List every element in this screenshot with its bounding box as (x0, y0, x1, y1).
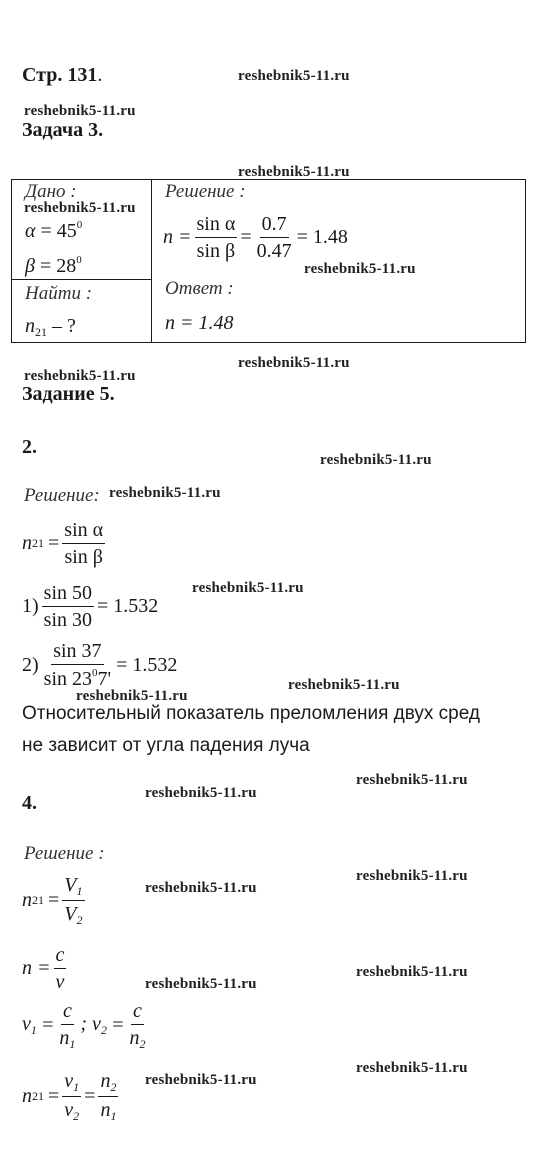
fraction-den: sin 30 (43, 609, 93, 631)
fraction-den (42, 665, 113, 690)
f2-lhs: n = (22, 957, 51, 979)
f3-v1 (22, 1013, 37, 1038)
fraction-den (62, 901, 84, 927)
case1-fraction (42, 582, 94, 631)
watermark: reshebnik5-11.ru (238, 355, 350, 371)
fraction-den: v (55, 971, 65, 993)
den-part-b: 7' (97, 668, 112, 690)
fraction-sin-ratio (195, 213, 238, 262)
n21-sub: 21 (32, 536, 44, 550)
solution4-label: Решение : (24, 843, 105, 864)
n21-eq: = (48, 532, 60, 554)
fraction-den (98, 1097, 118, 1123)
v-symbol: V (64, 874, 77, 896)
v-sub: 1 (73, 1080, 80, 1094)
page-header-dot: . (97, 64, 103, 86)
f3-fraction-2 (127, 1000, 147, 1051)
answer-value: n = 1.48 (165, 312, 234, 334)
solution-formula (163, 213, 348, 262)
watermark: reshebnik5-11.ru (288, 677, 400, 693)
n21-formula (22, 519, 108, 568)
fraction-num (98, 1070, 118, 1097)
f1-sub: 21 (32, 893, 44, 908)
case2-formula (22, 640, 177, 690)
fraction-num: sin α (62, 519, 105, 544)
watermark: reshebnik5-11.ru (145, 785, 257, 801)
n-symbol: n (100, 1099, 111, 1122)
given-beta (25, 254, 82, 278)
f3-v2 (80, 1013, 107, 1038)
fraction-num: sin α (195, 213, 238, 238)
f3-fraction-1 (57, 1000, 77, 1051)
case1-formula (22, 582, 158, 631)
watermark: reshebnik5-11.ru (24, 200, 136, 216)
task5-title: Задание 5. (22, 383, 115, 405)
alpha-value: = 45 (40, 220, 77, 242)
equals-sign: = (240, 226, 252, 248)
v-sub: 2 (100, 1023, 107, 1038)
watermark: reshebnik5-11.ru (238, 68, 350, 84)
v-symbol: v (22, 1013, 31, 1036)
watermark: reshebnik5-11.ru (76, 688, 188, 704)
case1-prefix: 1) (22, 595, 39, 617)
beta-value: = 28 (39, 255, 77, 277)
table-divider-horizontal (12, 279, 152, 280)
den-part-a: sin 23 (43, 668, 93, 690)
fraction-den: sin β (64, 546, 103, 568)
v-sub: 1 (76, 884, 83, 898)
f2-fraction (54, 944, 67, 993)
f1-eq: = (48, 889, 60, 912)
fraction-den (127, 1025, 147, 1051)
v-sub: 2 (76, 913, 83, 928)
solution-label: Решение : (165, 181, 246, 202)
solution2-label: Решение: (24, 485, 100, 506)
f2-formula (22, 944, 69, 993)
den-degree: 0 (92, 667, 98, 679)
watermark: reshebnik5-11.ru (192, 580, 304, 596)
fraction-den: sin β (196, 240, 236, 262)
fraction-num (62, 874, 84, 901)
watermark: reshebnik5-11.ru (320, 452, 432, 468)
fraction-num: c (61, 1000, 74, 1025)
f4-fraction-1 (62, 1070, 81, 1123)
formula-result: = 1.48 (296, 226, 348, 248)
fraction-values (255, 213, 294, 262)
v-sub: 1 (30, 1023, 37, 1038)
task3-table (11, 179, 526, 343)
v-symbol: v (64, 1099, 74, 1122)
f4-eq: = (48, 1085, 60, 1108)
beta-degree: 0 (76, 254, 82, 266)
fraction-num: 0.7 (260, 213, 289, 238)
n-sub: 1 (69, 1037, 76, 1051)
n-symbol: n (100, 1070, 111, 1092)
v-symbol: V (64, 903, 77, 926)
v-symbol: v (64, 1070, 74, 1092)
find-label: Найти : (25, 283, 93, 304)
find-expression (25, 315, 76, 340)
n-sub: 2 (139, 1037, 146, 1051)
watermark: reshebnik5-11.ru (304, 261, 416, 277)
f3-formula (22, 1000, 150, 1051)
f4-sub: 21 (32, 1089, 44, 1104)
watermark: reshebnik5-11.ru (145, 976, 257, 992)
fraction-den: 0.47 (256, 240, 292, 262)
case1-result: = 1.532 (97, 595, 159, 617)
beta-symbol: β (25, 255, 35, 277)
page-header-text: Стр. 131 (22, 64, 98, 86)
watermark: reshebnik5-11.ru (24, 103, 136, 119)
task3-title: Задача 3. (22, 119, 104, 141)
n-sub: 2 (110, 1080, 117, 1094)
f4-var: n (22, 1085, 32, 1108)
watermark: reshebnik5-11.ru (356, 772, 468, 788)
f4-formula (22, 1070, 121, 1123)
find-var: n (25, 315, 35, 337)
fraction-den (57, 1025, 77, 1051)
n-symbol: n (129, 1027, 140, 1049)
f1-var: n (22, 889, 32, 912)
f3-eq: = (40, 1014, 55, 1037)
watermark: reshebnik5-11.ru (356, 1060, 468, 1076)
formula-lhs: n = (163, 226, 192, 248)
watermark: reshebnik5-11.ru (238, 164, 350, 180)
given-label: Дано : (25, 181, 77, 202)
page-header (22, 64, 102, 87)
conclusion-line-1: Относительный показатель преломления двух сред (22, 703, 480, 724)
watermark: reshebnik5-11.ru (145, 880, 257, 896)
given-alpha (25, 219, 82, 243)
alpha-degree: 0 (76, 219, 83, 231)
fraction-num: sin 50 (42, 582, 94, 607)
watermark: reshebnik5-11.ru (356, 868, 468, 884)
find-sub: 21 (35, 325, 47, 339)
table-divider-vertical (151, 180, 152, 342)
fraction-num: sin 37 (51, 640, 103, 665)
alpha-symbol: α (25, 220, 36, 242)
n21-fraction (62, 519, 105, 568)
watermark: reshebnik5-11.ru (356, 964, 468, 980)
f3-eq2: = (110, 1014, 125, 1037)
watermark: reshebnik5-11.ru (145, 1072, 257, 1088)
case2-result: = 1.532 (116, 653, 178, 676)
f1-formula (22, 874, 88, 927)
watermark: reshebnik5-11.ru (109, 485, 221, 501)
f4-fraction-2 (98, 1070, 118, 1123)
f1-fraction (62, 874, 84, 927)
case2-prefix: 2) (22, 653, 39, 676)
n-symbol: n (59, 1027, 70, 1049)
fraction-num: c (131, 1000, 144, 1025)
n-sub: 1 (110, 1109, 117, 1124)
fraction-num (62, 1070, 81, 1097)
v-sub: 2 (73, 1109, 80, 1124)
fraction-den (62, 1097, 81, 1123)
f4-eq2: = (84, 1085, 96, 1108)
conclusion-line-2: не зависит от угла падения луча (22, 735, 310, 756)
fraction-num: c (54, 944, 67, 969)
item-2-number: 2. (22, 436, 37, 458)
n21-var: n (22, 532, 32, 554)
f3-separator: ; v (80, 1013, 101, 1036)
answer-label: Ответ : (165, 278, 234, 299)
find-rest: – ? (52, 315, 76, 337)
watermark: reshebnik5-11.ru (24, 368, 136, 384)
case2-fraction (42, 640, 113, 690)
item-4-number: 4. (22, 792, 37, 814)
